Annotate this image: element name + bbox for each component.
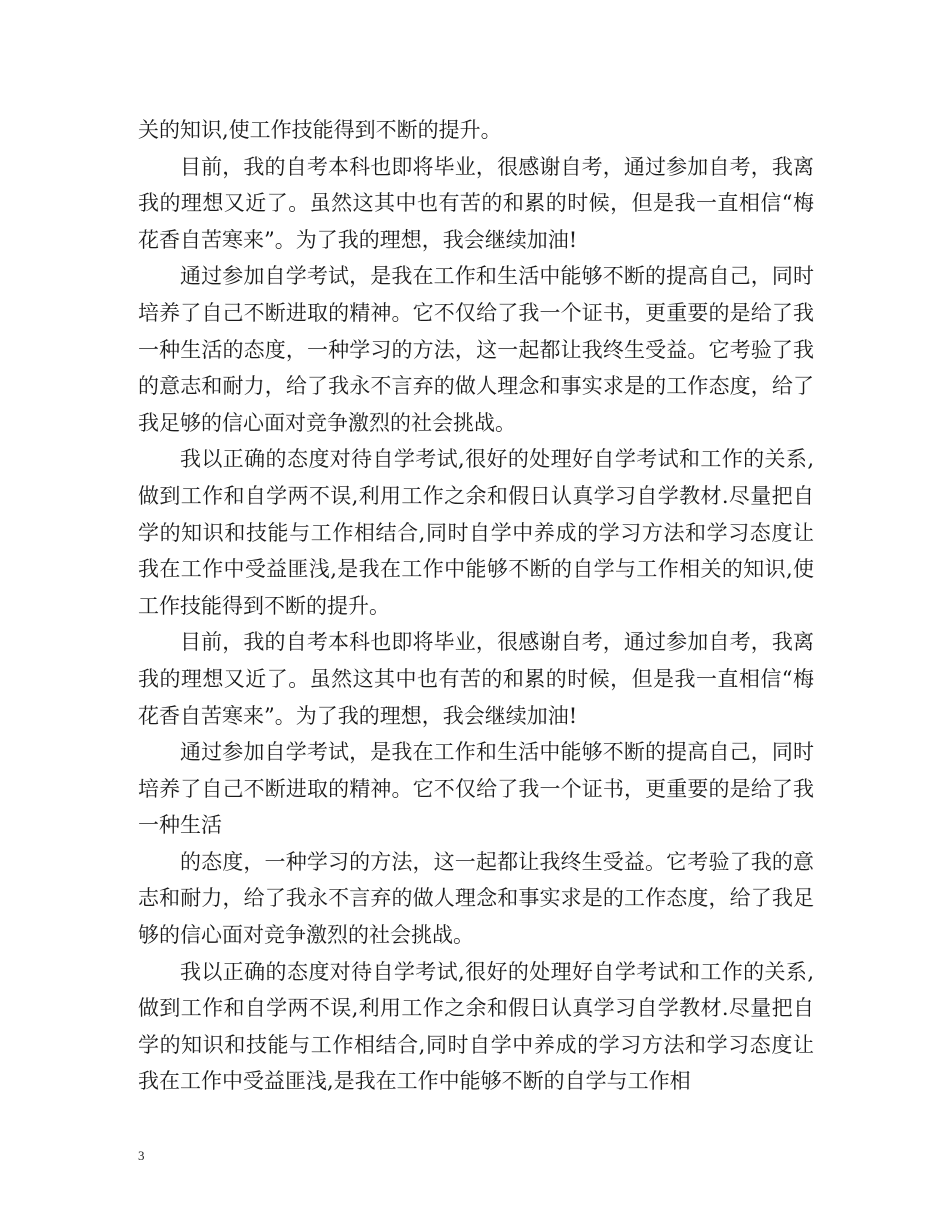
paragraph-7: 的态度，一种学习的方法，这一起都让我终生受益。它考验了我的意志和耐力，给了我永不言弃的做人理念和事实求是的工作态度，给了我足够的信心面对竞争激烈的社会挑战。 (138, 849, 814, 948)
paragraph-8: 我以正确的态度对待自学考试,很好的处理好自学考试和工作的关系,做到工作和自学两不误,利用工作之余和假日认真学习自学教材.尽量把自学的知识和技能与工作相结合,同时自学中养成的学习方法和学习态度让我在工作中受益匪浅,是我在工作中能够不断的自学与工作相 (138, 959, 814, 1094)
page-body (138, 112, 814, 1100)
paragraph-5: 目前，我的自考本科也即将毕业，很感谢自考，通过参加自考，我离我的理想又近了。虽然这其中也有苦的和累的时候，但是我一直相信“梅花香自苦寒来”。为了我的理想，我会继续加油! (138, 630, 814, 728)
paragraph-3: 通过参加自学考试，是我在工作和生活中能够不断的提高自己，同时培养了自己不断进取的精神。它不仅给了我一个证书，更重要的是给了我一种生活的态度，一种学习的方法，这一起都让我终生受益。它考验了我的意志和耐力，给了我永不言弃的做人理念和事实求是的工作态度，给了我足够的信心面对竞争激烈的社会挑战。 (138, 264, 814, 435)
paragraph-2: 目前，我的自考本科也即将毕业，很感谢自考，通过参加自考，我离我的理想又近了。虽然这其中也有苦的和累的时候，但是我一直相信“梅花香自苦寒来”。为了我的理想，我会继续加油! (138, 154, 814, 252)
page-number: 3 (138, 1148, 145, 1163)
paragraph-4: 我以正确的态度对待自学考试,很好的处理好自学考试和工作的关系,做到工作和自学两不误,利用工作之余和假日认真学习自学教材.尽量把自学的知识和技能与工作相结合,同时自学中养成的学习方法和学习态度让我在工作中受益匪浅,是我在工作中能够不断的自学与工作相关的知识,使工作技能得到不断的提升。 (138, 447, 814, 618)
paragraph-1: 关的知识,使工作技能得到不断的提升。 (138, 118, 502, 142)
paragraph-6: 通过参加自学考试，是我在工作和生活中能够不断的提高自己，同时培养了自己不断进取的精神。它不仅给了我一个证书，更重要的是给了我一种生活 (138, 740, 814, 838)
